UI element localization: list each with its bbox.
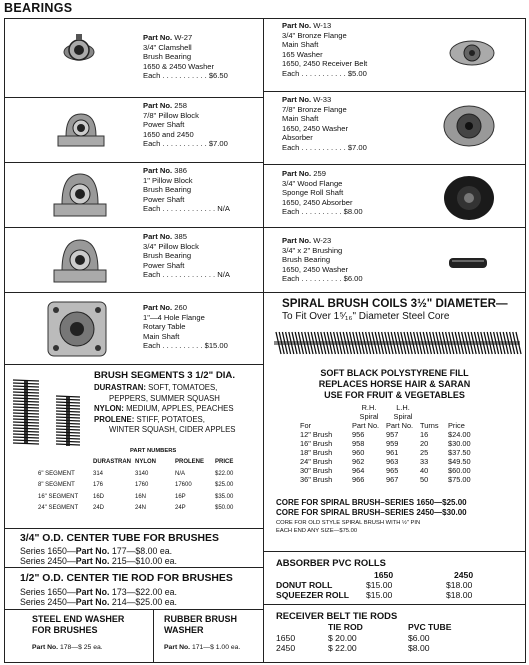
part-number: 259 [313,169,326,178]
part-number: 258 [174,101,187,110]
spiral-cell: $24.00 [448,430,471,439]
spiral-cell: 960 [352,448,365,457]
bearing-line: 3/4" Clamshell [143,42,192,52]
col-price: PRICE [215,459,234,465]
od-tube-price-1650: 177—$8.00 ea. [109,546,173,556]
bearing-line: 3/4" Wood Flange [282,178,343,188]
page-title: BEARINGS [4,1,73,15]
segment-cell: 24N [135,505,147,511]
od-rod-price-2450: 214—$25.00 ea. [109,597,177,607]
spiral-row [300,457,478,466]
spiral-cell: 20 [420,439,429,448]
spiral-cell: 965 [386,466,399,475]
bearing-line: Brush Bearing [143,52,192,62]
tierods-col-pvc: PVC TUBE [408,622,452,632]
rubber-washer-partno-label: Part No. [164,644,191,651]
segment-cell: 6" SEGMENT [38,470,75,477]
segments-desc [94,383,236,436]
segment-cell: 3140 [135,470,149,477]
donut-roll-label: DONUT ROLL [276,580,333,590]
part-number: 260 [174,303,187,312]
bearing-line: Brush Bearing [282,255,331,265]
rh-header: R.H. [361,403,377,412]
core-info [276,498,467,518]
rubber-washer-title [164,614,237,636]
spiral-cell: 959 [386,439,399,448]
segment-cell: 16N [135,493,147,500]
segment-cell: 24" SEGMENT [38,505,79,511]
part-header-rh: Part No. [352,421,380,430]
tierod-1650-price: $ 20.00 [328,632,357,643]
spiral-cell: 12" Brush [300,430,333,439]
od-tube-lines [20,546,177,566]
bearing-item [143,232,230,280]
spiral-cell: 962 [352,457,365,466]
spiral-row [300,466,478,475]
bearing-line: Main Shaft [282,40,319,50]
rh-spiral-header: Spiral [359,412,379,421]
bearing-line: Brush Bearing [143,185,192,195]
col-prolene: PROLENE [175,459,205,465]
core-old-style [276,519,420,535]
od-rod-partno-label: Part No. [75,597,110,607]
od-rod-price-1650: 173—$22.00 ea. [109,587,177,597]
col-durastran: DURASTRAN [93,459,131,465]
bearing-line: 1"—4 Hole Flange [143,312,205,322]
segment-cell: 8" SEGMENT [38,482,75,488]
core-old-line-1: CORE FOR OLD STYLE SPIRAL BRUSH WITH ½" PIN [276,520,421,526]
part-label: Part No. [282,95,312,104]
segment-row [38,492,245,504]
bearing-price: Each . . . . . . . . . . . $7.00 [143,139,228,149]
price-header: Price [448,421,465,430]
bearing-line: Each . . . . . . . . . . . $5.00 [282,68,367,78]
bearing-line: Power Shaft [143,120,185,130]
segment-cell: 16P [175,493,186,500]
bearing-line: 1650 and 2450 [143,129,194,139]
steel-washer-title [32,614,124,636]
durastran-text: SOFT, TOMATOES, [148,383,218,392]
fill-line-2: REPLACES HORSE HAIR & SARAN [318,379,471,389]
col-nylon: NYLON [135,459,156,465]
bearing-line: Brush Bearing [143,251,192,261]
bronze-flange-icon [442,104,496,148]
tierods-row-2450: 2450 [276,643,296,653]
spiral-cell: 961 [386,448,399,457]
brush-segment-icon [10,378,90,448]
durastran-label: DURASTRAN: [94,383,146,392]
nylon-label: NYLON: [94,404,124,413]
bearing-line: Power Shaft [143,260,185,270]
segment-cell: 16D [93,493,105,500]
bearing-price: Each . . . . . . . . . . . . . N/A [143,270,230,280]
part-label: Part No. [143,166,173,175]
pvc-table [276,570,514,600]
bearing-line: Main Shaft [282,114,319,124]
spiral-cell: 957 [386,430,399,439]
pillow-block-bearing-icon [52,234,108,286]
spiral-table [300,403,478,484]
durastran-text-2: PEPPERS, SUMMER SQUASH [109,393,220,403]
for-header: For [300,421,312,430]
part-number: W-23 [313,236,332,245]
pillow-block-bearing-icon [56,108,106,150]
bearing-price: Each . . . . . . . . . . . $6.50 [143,71,228,81]
bearing-line: Each . . . . . . . . . . $8.00 [282,207,363,217]
segment-cell: $35.00 [215,493,234,500]
steel-washer-partno-label: Part No. [32,644,59,651]
spiral-cell: $60.00 [448,466,471,475]
part-label: Part No. [143,232,173,241]
part-number: 386 [174,166,187,175]
spiral-cell: 30" Brush [300,466,333,475]
spiral-cell: $37.50 [448,448,471,457]
steel-washer-part [32,644,103,651]
bearing-line: 3/4" Bronze Flange [282,30,347,40]
segment-row [38,469,245,481]
segment-row [38,480,245,492]
rubber-washer-line-1: RUBBER BRUSH [164,614,238,624]
tierod-2450-price: $ 22.00 [328,643,357,653]
spiral-cell: $75.00 [448,475,471,484]
pvc-col-1650: 1650 [374,570,394,580]
bearing-line: Absorber [282,133,313,143]
rubber-washer-price: 171—$ 1.00 ea. [190,644,241,651]
spiral-cell: 24" Brush [300,457,333,466]
bearing-line: 1" Pillow Block [143,175,193,185]
bearing-line: 1650 & 2450 Washer [143,61,215,71]
bearing-item [143,101,228,149]
bearing-line: 1650, 2450 Absorber [282,197,353,207]
bearing-line: Power Shaft [143,194,185,204]
od-tube-partno-label: Part No. [75,556,110,566]
segment-cell: N/A [175,470,186,477]
bearing-line: 1650, 2450 Receiver Belt [282,59,368,69]
segment-cell: $50.00 [215,505,234,511]
donut-roll-2450: $18.00 [446,580,473,590]
steel-washer-line-1: STEEL END WASHER [32,614,125,624]
part-number: W-33 [313,95,332,104]
part-label: Part No. [143,303,173,312]
tierods-col-tierod: TIE ROD [328,622,363,632]
segment-cell: $22.00 [215,470,234,477]
spiral-row [300,430,478,439]
core-2450: CORE FOR SPIRAL BRUSH–SERIES 2450—$30.00 [276,508,467,517]
segment-cell: 314 [93,470,104,477]
spiral-cell: 25 [420,448,429,457]
rubber-washer-line-2: WASHER [164,625,204,635]
tierods-row-1650: 1650 [276,632,296,643]
od-rod-title: 1/2" O.D. CENTER TIE ROD FOR BRUSHES [20,573,233,584]
spiral-cell: 36" Brush [300,475,333,484]
tierods-title: RECEIVER BELT TIE RODS [276,610,398,621]
prolene-text: STIFF, POTATOES, [136,414,205,424]
bearing-line: Sponge Roll Shaft [282,188,344,198]
bearing-line: 165 Washer [282,49,323,59]
steel-washer-line-2: FOR BRUSHES [32,625,98,635]
prolene-label: PROLENE: [94,414,135,424]
part-number: 385 [174,232,187,241]
bearing-line: 3/4" Pillow Block [143,241,199,251]
spiral-title: SPIRAL BRUSH COILS 3½" DIAMETER— [282,297,508,310]
segments-title: BRUSH SEGMENTS 3 1/2" DIA. [94,370,236,381]
lh-spiral-header: Spiral [393,412,413,421]
bearing-item [282,21,367,79]
part-header-lh: Part No. [386,421,414,430]
rubber-washer-part [164,644,240,651]
bearing-price: Each . . . . . . . . . . . . . N/A [143,204,230,214]
part-number: W-13 [313,21,332,30]
donut-roll-1650: $15.00 [366,580,393,590]
bearing-item [143,303,228,351]
bearing-line: 1650, 2450 Washer [282,123,348,133]
turns-header: Turns [420,421,439,430]
part-label: Part No. [282,21,312,30]
part-label: Part No. [143,101,173,110]
spiral-row [300,439,478,448]
bearing-line: Rotary Table [143,322,186,332]
segment-cell: 24P [175,505,186,511]
spiral-coil-icon [272,328,522,358]
four-hole-flange-bearing-icon [44,298,110,360]
prolene-text-2: WINTER SQUASH, CIDER APPLES [109,425,236,434]
spiral-cell: $49.50 [448,457,471,466]
spiral-cell: 956 [352,430,365,439]
spiral-subtitle: To Fit Over 1⁵⁄₁₆" Diameter Steel Core [282,311,450,322]
spiral-row [300,448,478,457]
segment-cell: 16" SEGMENT [38,493,79,500]
bearing-item [282,169,363,217]
od-tube-series-1650: Series 1650— [20,546,76,556]
core-1650: CORE FOR SPIRAL BRUSH–SERIES 1650—$25.00 [276,498,467,507]
spiral-cell: $30.00 [448,439,471,448]
spiral-cell: 963 [386,457,399,466]
spiral-cell: 33 [420,457,429,466]
lh-header: L.H. [396,403,410,412]
segment-cell: 1760 [135,482,149,488]
bushing-icon [448,256,488,270]
od-rod-partno-label: Part No. [75,587,110,597]
core-old-line-2: EACH END ANY SIZE—$75.00 [276,528,358,534]
pvc-1650-price: $6.00 [408,632,430,643]
spiral-fill-note [263,368,526,401]
bearing-line: Main Shaft [143,331,180,341]
steel-washer-price: 178—$ 25 ea. [58,644,103,651]
fill-line-3: USE FOR FRUIT & VEGETABLES [324,390,465,400]
part-numbers-title: PART NUMBERS [130,448,177,454]
od-rod-series-2450: Series 2450— [20,597,76,607]
squeezer-roll-1650: $15.00 [366,590,393,600]
bearing-price: Each . . . . . . . . . . $15.00 [143,341,228,351]
bearing-item [143,166,230,214]
fill-line-1: SOFT BLACK POLYSTYRENE FILL [320,368,469,378]
tierods-table [276,622,468,654]
part-label: Part No. [143,33,173,42]
bearing-line: 7/8" Pillow Block [143,110,199,120]
spiral-cell: 40 [420,466,429,475]
segment-cell: 24D [93,505,105,511]
pillow-block-bearing-icon [52,168,108,220]
segments-table [38,457,245,515]
segment-cell: $25.00 [215,482,234,488]
od-rod-lines [20,587,177,607]
od-tube-title: 3/4" O.D. CENTER TUBE FOR BRUSHES [20,533,219,544]
part-label: Part No. [282,169,312,178]
spiral-row [300,475,478,484]
bronze-flange-icon [448,38,496,68]
segment-row [38,503,245,515]
squeezer-roll-2450: $18.00 [446,590,473,600]
pvc-col-2450: 2450 [454,570,474,580]
part-label: Part No. [282,236,312,245]
od-tube-partno-label: Part No. [75,546,110,556]
spiral-cell: 50 [420,475,429,484]
bearing-line: 3/4" x 2" Brushing [282,245,343,255]
spiral-cell: 964 [352,466,365,475]
spiral-cell: 958 [352,439,365,448]
clamshell-bearing-icon [62,30,96,72]
pvc-title: ABSORBER PVC ROLLS [276,557,386,568]
od-tube-series-2450: Series 2450— [20,556,76,566]
pvc-2450-price: $8.00 [408,643,430,653]
spiral-cell: 18" Brush [300,448,333,457]
spiral-cell: 16 [420,430,429,439]
spiral-cell: 966 [352,475,365,484]
spiral-cell: 967 [386,475,399,484]
od-tube-price-2450: 215—$10.00 ea. [109,556,177,566]
squeezer-roll-label: SQUEEZER ROLL [276,590,350,600]
bearing-line: 7/8" Bronze Flange [282,104,347,114]
part-number: W-27 [174,33,193,42]
nylon-text: MEDIUM, APPLES, PEACHES [126,404,234,413]
bearing-item [282,236,363,284]
spiral-cell: 16" Brush [300,439,333,448]
bearing-item [143,33,228,81]
od-rod-series-1650: Series 1650— [20,587,76,597]
bearing-line: Each . . . . . . . . . . $6.00 [282,274,363,284]
bearing-item [282,95,367,153]
wood-flange-icon [442,174,496,222]
segment-cell: 17600 [175,482,192,488]
bearing-line: Each . . . . . . . . . . . $7.00 [282,142,367,152]
segment-cell: 176 [93,482,104,488]
bearing-line: 1650, 2450 Washer [282,264,348,274]
